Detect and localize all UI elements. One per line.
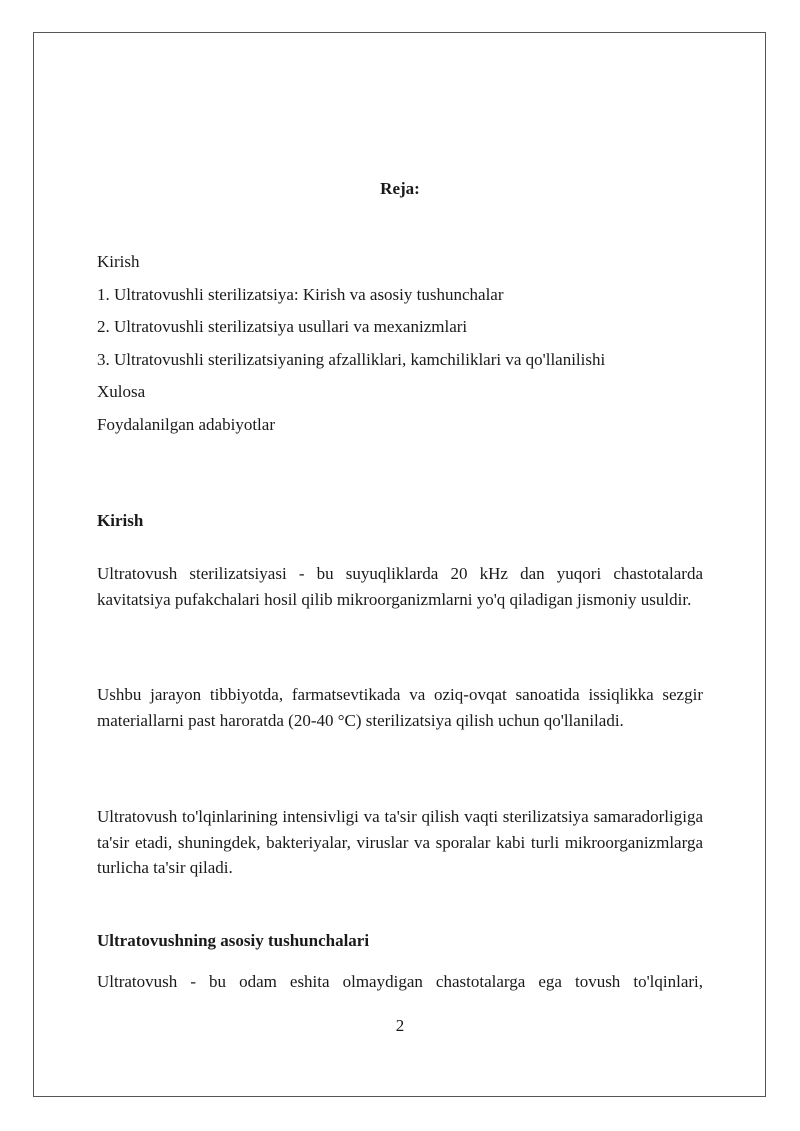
section-heading-asosiy-tushunchalar: Ultratovushning asosiy tushunchalari: [97, 931, 370, 950]
paragraph: Ushbu jarayon tibbiyotda, farmatsevtikada va oziq-ovqat sanoatida issiqlikka sezgir materiallarni past haroratda (20-40 °C) sterilizatsiya qilish uchun qo'llaniladi.: [97, 685, 703, 730]
toc-item: 1. Ultratovushli sterilizatsiya: Kirish va asosiy tushunchalar: [97, 284, 504, 304]
page-number: 2: [395, 1016, 405, 1035]
toc-item: 3. Ultratovushli sterilizatsiyaning afzalliklari, kamchiliklari va qo'llanilishi: [97, 349, 606, 369]
paragraph: Ultratovush - bu odam eshita olmaydigan chastotalarga ega tovush to'lqinlari,: [97, 972, 703, 991]
toc-item: Foydalanilgan adabiyotlar: [97, 414, 275, 434]
toc-item: 2. Ultratovushli sterilizatsiya usullari va mexanizmlari: [97, 317, 468, 337]
toc-item: Kirish: [97, 252, 140, 271]
table-of-contents: [97, 252, 703, 448]
section-heading-kirish: Kirish: [97, 511, 144, 530]
paragraph: Ultratovush sterilizatsiyasi - bu suyuqliklarda 20 kHz dan yuqori chastotalarda kavitatsiya pufakchalari hosil qilib mikroorganizmlarni yo'q qiladigan jismoniy usuldir.: [97, 564, 703, 609]
document-title: Reja:: [380, 179, 420, 198]
toc-item: Xulosa: [97, 382, 146, 402]
paragraph: Ultratovush to'lqinlarining intensivligi va ta'sir qilish vaqti sterilizatsiya samaradorligiga ta'sir etadi, shuningdek, bakteriyalar, viruslar va sporalar kabi turli mikroorganizmlarga turlicha ta'sir qiladi.: [97, 807, 703, 877]
